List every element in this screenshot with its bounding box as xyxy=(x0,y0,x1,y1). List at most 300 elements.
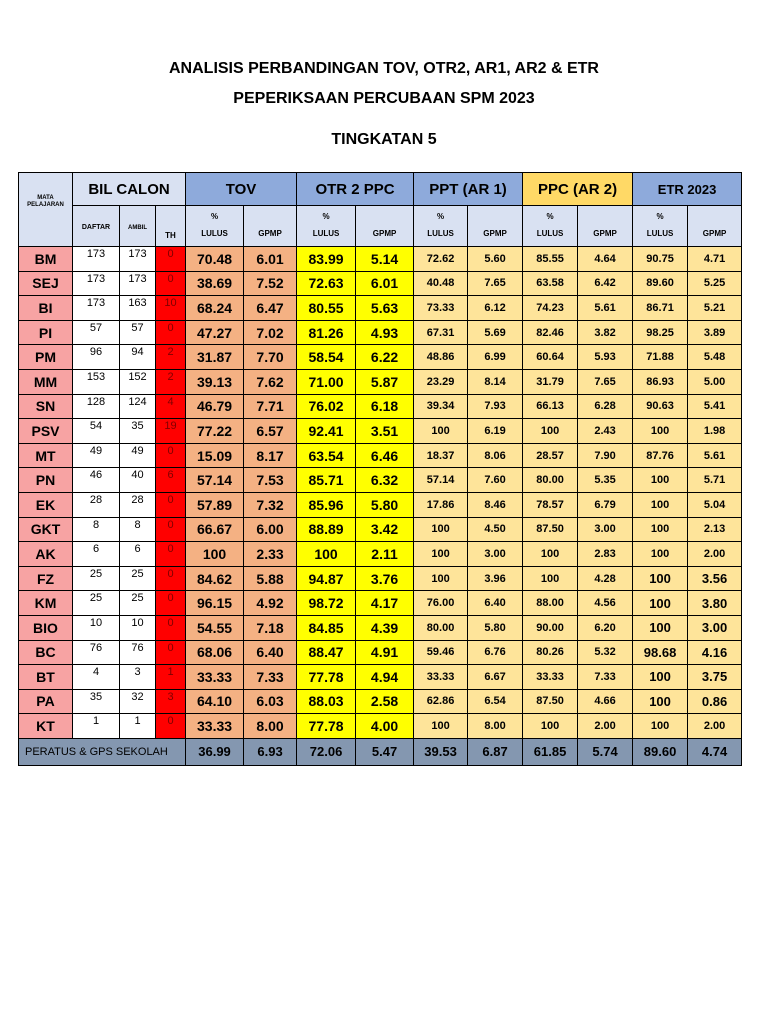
table-row xyxy=(19,320,742,345)
table-row xyxy=(19,640,742,665)
th-cell: 0 xyxy=(156,714,186,739)
otr-lulus-cell: 84.85 xyxy=(297,615,356,640)
tov-gpmp-cell: 7.52 xyxy=(244,271,297,296)
otr-lulus-cell: 58.54 xyxy=(297,345,356,370)
report-title: ANALISIS PERBANDINGAN TOV, OTR2, AR1, AR2 & ETR xyxy=(169,60,599,77)
gpmp-label: GPMP xyxy=(372,229,397,238)
subject-cell: SEJ xyxy=(19,271,73,296)
ppc-lulus-cell: 87.50 xyxy=(523,517,578,542)
etr-lulus-cell: 100 xyxy=(633,468,688,493)
exam-title: PEPERIKSAAN PERCUBAAN SPM 2023 xyxy=(233,90,535,107)
ambil-cell: 25 xyxy=(120,566,156,591)
ppt-gpmp-cell: 6.99 xyxy=(468,345,523,370)
ppc-gpmp-cell: 4.66 xyxy=(578,689,633,714)
daftar-cell: 96 xyxy=(73,345,120,370)
otr-lulus-cell: 98.72 xyxy=(297,591,356,616)
header-etr: ETR 2023 xyxy=(633,173,742,206)
header-ambil-label: AMBIL xyxy=(128,224,147,231)
ppc-lulus-cell: 100 xyxy=(523,566,578,591)
ppc-lulus-cell: 100 xyxy=(523,419,578,444)
ppt-lulus-cell: 40.48 xyxy=(414,271,468,296)
ambil-cell: 28 xyxy=(120,492,156,517)
ambil-cell: 49 xyxy=(120,443,156,468)
tov-lulus-cell: 77.22 xyxy=(186,419,244,444)
table-row xyxy=(19,468,742,493)
subject-cell: BT xyxy=(19,665,73,690)
ppt-gpmp-cell: 8.00 xyxy=(468,714,523,739)
ppt-lulus-cell: 80.00 xyxy=(414,615,468,640)
sub-gpmp xyxy=(578,206,633,247)
ambil-cell: 173 xyxy=(120,271,156,296)
subject-cell: EK xyxy=(19,492,73,517)
th-cell: 0 xyxy=(156,566,186,591)
sub-lulus xyxy=(633,206,688,247)
daftar-cell: 1 xyxy=(73,714,120,739)
ambil-cell: 57 xyxy=(120,320,156,345)
etr-gpmp-cell: 3.00 xyxy=(688,615,742,640)
footer-ppc-g-cell: 5.74 xyxy=(578,738,633,765)
etr-gpmp-cell: 0.86 xyxy=(688,689,742,714)
otr-gpmp-cell: 4.91 xyxy=(356,640,414,665)
etr-lulus-cell: 98.68 xyxy=(633,640,688,665)
ambil-cell: 152 xyxy=(120,369,156,394)
ppc-gpmp-cell: 7.90 xyxy=(578,443,633,468)
ambil-cell: 6 xyxy=(120,542,156,567)
etr-lulus-cell: 100 xyxy=(633,714,688,739)
tov-gpmp-cell: 6.03 xyxy=(244,689,297,714)
tov-lulus-cell: 54.55 xyxy=(186,615,244,640)
th-cell: 0 xyxy=(156,320,186,345)
ambil-cell: 8 xyxy=(120,517,156,542)
table-row xyxy=(19,345,742,370)
ppc-gpmp-cell: 4.28 xyxy=(578,566,633,591)
daftar-cell: 76 xyxy=(73,640,120,665)
sub-gpmp xyxy=(244,206,297,247)
otr-gpmp-cell: 5.87 xyxy=(356,369,414,394)
ppt-lulus-cell: 73.33 xyxy=(414,296,468,321)
ppc-gpmp-cell: 2.00 xyxy=(578,714,633,739)
etr-gpmp-cell: 3.56 xyxy=(688,566,742,591)
tov-gpmp-cell: 7.71 xyxy=(244,394,297,419)
footer-tov-l-cell: 36.99 xyxy=(186,738,244,765)
ppt-gpmp-cell: 8.06 xyxy=(468,443,523,468)
footer-ppc-l-cell: 61.85 xyxy=(523,738,578,765)
daftar-cell: 4 xyxy=(73,665,120,690)
header-daftar xyxy=(73,206,120,247)
ppc-gpmp-cell: 3.82 xyxy=(578,320,633,345)
otr-lulus-cell: 88.03 xyxy=(297,689,356,714)
footer-ppt-g-cell: 6.87 xyxy=(468,738,523,765)
tov-gpmp-cell: 5.88 xyxy=(244,566,297,591)
tov-lulus-cell: 33.33 xyxy=(186,665,244,690)
footer-ppt-l-cell: 39.53 xyxy=(414,738,468,765)
subject-cell: PI xyxy=(19,320,73,345)
otr-lulus-cell: 77.78 xyxy=(297,665,356,690)
header-th xyxy=(156,206,186,247)
table-row xyxy=(19,443,742,468)
table-row xyxy=(19,247,742,272)
etr-gpmp-cell: 4.71 xyxy=(688,247,742,272)
subject-cell: MM xyxy=(19,369,73,394)
header-daftar-label: DAFTAR xyxy=(81,223,111,231)
tov-lulus-cell: 68.06 xyxy=(186,640,244,665)
otr-gpmp-cell: 5.63 xyxy=(356,296,414,321)
tov-lulus-cell: 100 xyxy=(186,542,244,567)
ppc-lulus-cell: 28.57 xyxy=(523,443,578,468)
otr-lulus-cell: 88.47 xyxy=(297,640,356,665)
etr-lulus-cell: 100 xyxy=(633,591,688,616)
otr-lulus-cell: 63.54 xyxy=(297,443,356,468)
ppc-lulus-cell: 33.33 xyxy=(523,665,578,690)
lulus-label: LULUS xyxy=(646,229,674,238)
ppt-gpmp-cell: 6.19 xyxy=(468,419,523,444)
percent-label: % xyxy=(322,212,330,221)
etr-gpmp-cell: 5.21 xyxy=(688,296,742,321)
level-title: TINGKATAN 5 xyxy=(331,131,437,148)
ppt-lulus-cell: 100 xyxy=(414,517,468,542)
tov-lulus-cell: 66.67 xyxy=(186,517,244,542)
otr-gpmp-cell: 5.80 xyxy=(356,492,414,517)
ppt-lulus-cell: 59.46 xyxy=(414,640,468,665)
tov-gpmp-cell: 6.57 xyxy=(244,419,297,444)
ambil-cell: 1 xyxy=(120,714,156,739)
etr-lulus-cell: 90.75 xyxy=(633,247,688,272)
etr-gpmp-cell: 5.04 xyxy=(688,492,742,517)
th-cell: 4 xyxy=(156,394,186,419)
tov-lulus-cell: 64.10 xyxy=(186,689,244,714)
ppt-lulus-cell: 100 xyxy=(414,419,468,444)
daftar-cell: 6 xyxy=(73,542,120,567)
tov-gpmp-cell: 7.53 xyxy=(244,468,297,493)
etr-lulus-cell: 100 xyxy=(633,566,688,591)
header-tov: TOV xyxy=(186,173,297,206)
otr-gpmp-cell: 6.46 xyxy=(356,443,414,468)
results-body xyxy=(19,247,742,766)
th-cell: 0 xyxy=(156,443,186,468)
ppc-gpmp-cell: 5.93 xyxy=(578,345,633,370)
etr-lulus-cell: 98.25 xyxy=(633,320,688,345)
subject-cell: KM xyxy=(19,591,73,616)
otr-lulus-cell: 83.99 xyxy=(297,247,356,272)
etr-gpmp-cell: 4.16 xyxy=(688,640,742,665)
tov-lulus-cell: 39.13 xyxy=(186,369,244,394)
sub-gpmp xyxy=(688,206,742,247)
otr-lulus-cell: 81.26 xyxy=(297,320,356,345)
sub-lulus xyxy=(414,206,468,247)
subject-cell: PSV xyxy=(19,419,73,444)
ppt-lulus-cell: 76.00 xyxy=(414,591,468,616)
etr-lulus-cell: 90.63 xyxy=(633,394,688,419)
th-cell: 0 xyxy=(156,492,186,517)
otr-lulus-cell: 77.78 xyxy=(297,714,356,739)
footer-tov-g-cell: 6.93 xyxy=(244,738,297,765)
tov-gpmp-cell: 8.17 xyxy=(244,443,297,468)
ppc-lulus-cell: 63.58 xyxy=(523,271,578,296)
ppt-lulus-cell: 23.29 xyxy=(414,369,468,394)
otr-gpmp-cell: 6.22 xyxy=(356,345,414,370)
otr-lulus-cell: 71.00 xyxy=(297,369,356,394)
table-row xyxy=(19,394,742,419)
table-row xyxy=(19,689,742,714)
tov-gpmp-cell: 7.18 xyxy=(244,615,297,640)
ppt-gpmp-cell: 7.60 xyxy=(468,468,523,493)
subject-cell: PM xyxy=(19,345,73,370)
daftar-cell: 28 xyxy=(73,492,120,517)
daftar-cell: 57 xyxy=(73,320,120,345)
otr-gpmp-cell: 4.39 xyxy=(356,615,414,640)
ppt-gpmp-cell: 6.54 xyxy=(468,689,523,714)
daftar-cell: 46 xyxy=(73,468,120,493)
etr-gpmp-cell: 5.61 xyxy=(688,443,742,468)
header-th-label: TH xyxy=(165,231,176,240)
ambil-cell: 3 xyxy=(120,665,156,690)
daftar-cell: 128 xyxy=(73,394,120,419)
subject-cell: BM xyxy=(19,247,73,272)
footer-otr-l-cell: 72.06 xyxy=(297,738,356,765)
tov-gpmp-cell: 6.01 xyxy=(244,247,297,272)
etr-lulus-cell: 100 xyxy=(633,542,688,567)
otr-gpmp-cell: 6.18 xyxy=(356,394,414,419)
tov-lulus-cell: 46.79 xyxy=(186,394,244,419)
tov-lulus-cell: 57.14 xyxy=(186,468,244,493)
ppt-lulus-cell: 67.31 xyxy=(414,320,468,345)
otr-gpmp-cell: 3.51 xyxy=(356,419,414,444)
tov-gpmp-cell: 6.00 xyxy=(244,517,297,542)
etr-lulus-cell: 89.60 xyxy=(633,271,688,296)
th-cell: 10 xyxy=(156,296,186,321)
tov-lulus-cell: 31.87 xyxy=(186,345,244,370)
percent-label: % xyxy=(546,212,554,221)
ppc-lulus-cell: 90.00 xyxy=(523,615,578,640)
ppt-gpmp-cell: 3.96 xyxy=(468,566,523,591)
ppc-lulus-cell: 100 xyxy=(523,714,578,739)
table-row xyxy=(19,271,742,296)
ppt-lulus-cell: 100 xyxy=(414,566,468,591)
ambil-cell: 173 xyxy=(120,247,156,272)
otr-lulus-cell: 85.71 xyxy=(297,468,356,493)
subject-cell: FZ xyxy=(19,566,73,591)
header-mata-pelajaran: MATA PELAJARAN xyxy=(19,173,73,247)
tov-gpmp-cell: 7.02 xyxy=(244,320,297,345)
otr-gpmp-cell: 4.17 xyxy=(356,591,414,616)
ppt-gpmp-cell: 6.12 xyxy=(468,296,523,321)
lulus-label: LULUS xyxy=(536,229,564,238)
etr-gpmp-cell: 3.89 xyxy=(688,320,742,345)
otr-gpmp-cell: 6.01 xyxy=(356,271,414,296)
footer-otr-g-cell: 5.47 xyxy=(356,738,414,765)
ppc-gpmp-cell: 3.00 xyxy=(578,517,633,542)
ppc-lulus-cell: 66.13 xyxy=(523,394,578,419)
daftar-cell: 153 xyxy=(73,369,120,394)
etr-lulus-cell: 86.93 xyxy=(633,369,688,394)
ambil-cell: 124 xyxy=(120,394,156,419)
otr-gpmp-cell: 6.32 xyxy=(356,468,414,493)
ppc-gpmp-cell: 6.79 xyxy=(578,492,633,517)
subject-cell: PN xyxy=(19,468,73,493)
gpmp-label: GPMP xyxy=(483,229,507,238)
subject-cell: AK xyxy=(19,542,73,567)
results-table xyxy=(18,172,742,766)
ppt-lulus-cell: 72.62 xyxy=(414,247,468,272)
ppt-gpmp-cell: 4.50 xyxy=(468,517,523,542)
ambil-cell: 25 xyxy=(120,591,156,616)
ppc-lulus-cell: 88.00 xyxy=(523,591,578,616)
tov-lulus-cell: 33.33 xyxy=(186,714,244,739)
sub-lulus xyxy=(186,206,244,247)
tov-gpmp-cell: 7.33 xyxy=(244,665,297,690)
tov-lulus-cell: 68.24 xyxy=(186,296,244,321)
table-row xyxy=(19,714,742,739)
ppc-gpmp-cell: 6.20 xyxy=(578,615,633,640)
subject-cell: GKT xyxy=(19,517,73,542)
tov-gpmp-cell: 7.32 xyxy=(244,492,297,517)
ppt-gpmp-cell: 7.93 xyxy=(468,394,523,419)
otr-lulus-cell: 100 xyxy=(297,542,356,567)
etr-lulus-cell: 100 xyxy=(633,689,688,714)
etr-lulus-cell: 71.88 xyxy=(633,345,688,370)
th-cell: 0 xyxy=(156,247,186,272)
ppc-lulus-cell: 82.46 xyxy=(523,320,578,345)
otr-gpmp-cell: 4.00 xyxy=(356,714,414,739)
ppt-gpmp-cell: 6.76 xyxy=(468,640,523,665)
etr-lulus-cell: 86.71 xyxy=(633,296,688,321)
tov-gpmp-cell: 2.33 xyxy=(244,542,297,567)
tov-gpmp-cell: 8.00 xyxy=(244,714,297,739)
subject-cell: BIO xyxy=(19,615,73,640)
ppt-lulus-cell: 18.37 xyxy=(414,443,468,468)
tov-lulus-cell: 70.48 xyxy=(186,247,244,272)
ppc-gpmp-cell: 5.35 xyxy=(578,468,633,493)
subject-cell: MT xyxy=(19,443,73,468)
sub-lulus xyxy=(297,206,356,247)
otr-lulus-cell: 85.96 xyxy=(297,492,356,517)
ambil-cell: 10 xyxy=(120,615,156,640)
tov-gpmp-cell: 6.40 xyxy=(244,640,297,665)
ppc-lulus-cell: 80.00 xyxy=(523,468,578,493)
ppc-gpmp-cell: 5.61 xyxy=(578,296,633,321)
footer-row xyxy=(19,738,742,765)
ppt-gpmp-cell: 6.67 xyxy=(468,665,523,690)
ppc-lulus-cell: 85.55 xyxy=(523,247,578,272)
otr-gpmp-cell: 2.11 xyxy=(356,542,414,567)
ppt-gpmp-cell: 8.46 xyxy=(468,492,523,517)
tov-lulus-cell: 38.69 xyxy=(186,271,244,296)
ppc-gpmp-cell: 5.32 xyxy=(578,640,633,665)
ppc-gpmp-cell: 7.65 xyxy=(578,369,633,394)
etr-gpmp-cell: 3.75 xyxy=(688,665,742,690)
ppc-lulus-cell: 74.23 xyxy=(523,296,578,321)
ppt-lulus-cell: 48.86 xyxy=(414,345,468,370)
tov-gpmp-cell: 6.47 xyxy=(244,296,297,321)
etr-lulus-cell: 100 xyxy=(633,665,688,690)
th-cell: 0 xyxy=(156,517,186,542)
etr-gpmp-cell: 5.48 xyxy=(688,345,742,370)
subject-cell: BC xyxy=(19,640,73,665)
subject-cell: PA xyxy=(19,689,73,714)
ppt-lulus-cell: 39.34 xyxy=(414,394,468,419)
footer-label: PERATUS & GPS SEKOLAH xyxy=(19,738,186,765)
gpmp-label: GPMP xyxy=(702,229,727,238)
ppt-gpmp-cell: 3.00 xyxy=(468,542,523,567)
ppc-gpmp-cell: 2.43 xyxy=(578,419,633,444)
otr-lulus-cell: 72.63 xyxy=(297,271,356,296)
etr-gpmp-cell: 2.13 xyxy=(688,517,742,542)
daftar-cell: 173 xyxy=(73,296,120,321)
sub-gpmp xyxy=(356,206,414,247)
header-ppt: PPT (AR 1) xyxy=(414,173,523,206)
daftar-cell: 54 xyxy=(73,419,120,444)
gpmp-label: GPMP xyxy=(593,229,617,238)
ppt-gpmp-cell: 6.40 xyxy=(468,591,523,616)
ppt-gpmp-cell: 5.60 xyxy=(468,247,523,272)
etr-gpmp-cell: 2.00 xyxy=(688,542,742,567)
ambil-cell: 40 xyxy=(120,468,156,493)
tov-lulus-cell: 47.27 xyxy=(186,320,244,345)
daftar-cell: 10 xyxy=(73,615,120,640)
tov-gpmp-cell: 7.62 xyxy=(244,369,297,394)
daftar-cell: 25 xyxy=(73,566,120,591)
percent-label: % xyxy=(436,212,445,221)
ppc-gpmp-cell: 6.42 xyxy=(578,271,633,296)
otr-lulus-cell: 76.02 xyxy=(297,394,356,419)
lulus-label: LULUS xyxy=(427,229,454,238)
table-row xyxy=(19,665,742,690)
percent-label: % xyxy=(656,212,664,221)
etr-gpmp-cell: 1.98 xyxy=(688,419,742,444)
tov-lulus-cell: 84.62 xyxy=(186,566,244,591)
ppc-gpmp-cell: 6.28 xyxy=(578,394,633,419)
otr-lulus-cell: 88.89 xyxy=(297,517,356,542)
ppt-gpmp-cell: 5.69 xyxy=(468,320,523,345)
ppc-lulus-cell: 87.50 xyxy=(523,689,578,714)
otr-gpmp-cell: 5.14 xyxy=(356,247,414,272)
ppc-gpmp-cell: 4.64 xyxy=(578,247,633,272)
header-otr: OTR 2 PPC xyxy=(297,173,414,206)
otr-lulus-cell: 94.87 xyxy=(297,566,356,591)
tov-lulus-cell: 15.09 xyxy=(186,443,244,468)
subject-cell: SN xyxy=(19,394,73,419)
th-cell: 0 xyxy=(156,615,186,640)
table-row xyxy=(19,566,742,591)
daftar-cell: 8 xyxy=(73,517,120,542)
th-cell: 0 xyxy=(156,271,186,296)
otr-gpmp-cell: 3.42 xyxy=(356,517,414,542)
otr-gpmp-cell: 4.93 xyxy=(356,320,414,345)
etr-lulus-cell: 100 xyxy=(633,517,688,542)
ppc-lulus-cell: 80.26 xyxy=(523,640,578,665)
daftar-cell: 173 xyxy=(73,247,120,272)
ambil-cell: 163 xyxy=(120,296,156,321)
daftar-cell: 49 xyxy=(73,443,120,468)
daftar-cell: 25 xyxy=(73,591,120,616)
footer-etr-g-cell: 4.74 xyxy=(688,738,742,765)
header-bil-calon: BIL CALON xyxy=(73,173,186,206)
ppc-lulus-cell: 60.64 xyxy=(523,345,578,370)
ambil-cell: 35 xyxy=(120,419,156,444)
subject-cell: KT xyxy=(19,714,73,739)
table-row xyxy=(19,542,742,567)
ppt-lulus-cell: 33.33 xyxy=(414,665,468,690)
table-row xyxy=(19,517,742,542)
th-cell: 19 xyxy=(156,419,186,444)
footer-etr-l-cell: 89.60 xyxy=(633,738,688,765)
th-cell: 0 xyxy=(156,591,186,616)
daftar-cell: 173 xyxy=(73,271,120,296)
ambil-cell: 94 xyxy=(120,345,156,370)
th-cell: 1 xyxy=(156,665,186,690)
otr-gpmp-cell: 3.76 xyxy=(356,566,414,591)
tov-lulus-cell: 57.89 xyxy=(186,492,244,517)
